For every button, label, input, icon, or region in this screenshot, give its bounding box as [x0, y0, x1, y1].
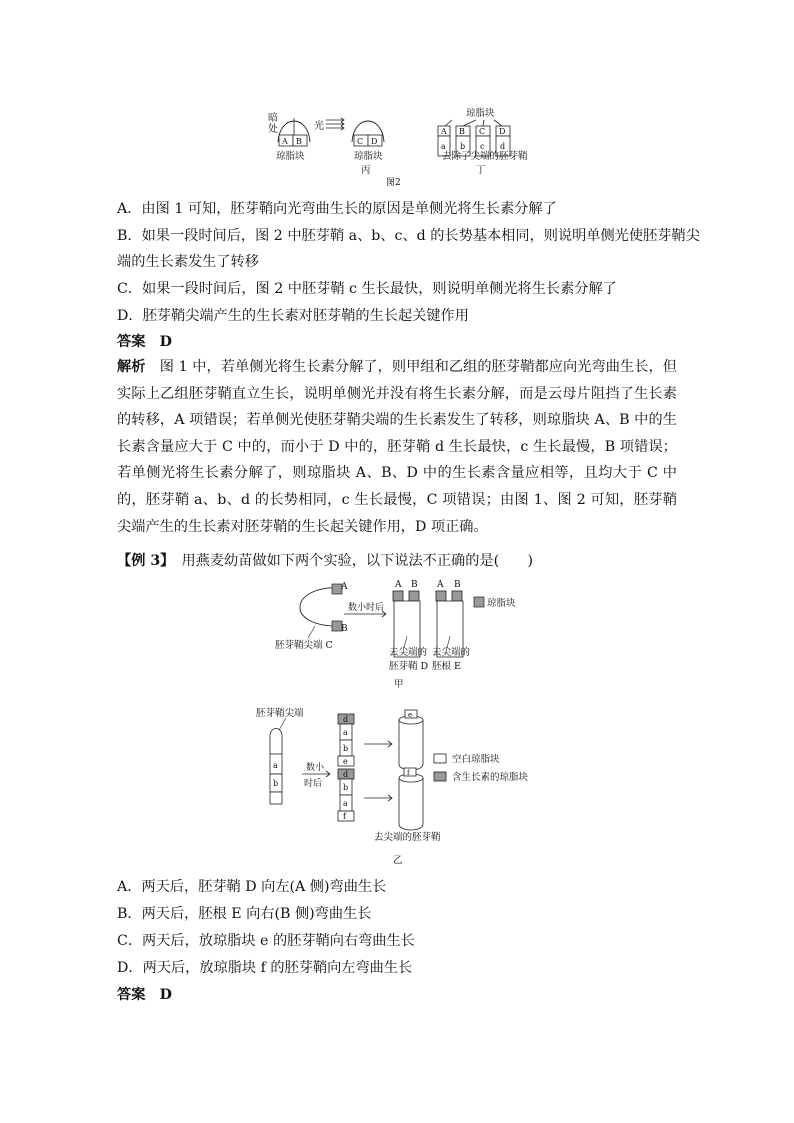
- ding-caption: 去除了尖端的胚芽鞘: [442, 151, 528, 162]
- svg-text:胚芽鞘 D: 胚芽鞘 D: [389, 661, 429, 672]
- svg-text:处: 处: [268, 124, 278, 135]
- answer-3: 答案 D: [117, 987, 172, 1003]
- svg-text:A: A: [282, 137, 288, 146]
- light-arrows: [326, 118, 344, 130]
- svg-text:去尖端的: 去尖端的: [389, 647, 428, 658]
- svg-text:b: b: [343, 783, 349, 792]
- agar-label-left: 琼脂块: [276, 151, 305, 162]
- ex3-option-a: A．两天后，胚芽鞘 D 向左(A 侧)弯曲生长: [117, 879, 387, 895]
- example-3-label: 【例 3】: [117, 553, 168, 569]
- svg-text:a: a: [343, 799, 348, 808]
- svg-text:含生长素的琼脂块: 含生长素的琼脂块: [452, 772, 529, 783]
- coleoptile-tip-dark: [278, 118, 310, 146]
- svg-text:A: A: [437, 580, 444, 590]
- label-bing: 丙: [361, 165, 371, 176]
- answer-1: 答案 D: [117, 334, 172, 350]
- analysis-text: 图 1 中，若单侧光将生长素分解了，则甲组和乙组的胚芽鞘都应向光弯曲生长，但实际上乙组胚芽鞘直立生长，说明单侧光并没有将生长素分解，而是云母片阻挡了生长素的转移，A 项错误；若单侧光使胚芽鞘尖端的生长素发生了转移，则琼脂块 A、B 中的生长素含量应大于 C 中的，而小于 D 中的，胚芽鞘 d 生长最快，c 生长最慢，B 项错误；若单侧光将生长素分解了，则琼脂块 A、B、D 中的生长素含量应相等，且均大于 C 中的，胚芽鞘 a、b、d 的长势相同，c 生长最慢，C 项错误；由图 1、图 2 可知，胚芽鞘尖端产生的生长素对胚芽鞘的生长起关键作用，D 项正确。: [117, 359, 677, 535]
- svg-text:B: B: [459, 127, 465, 136]
- svg-text:a: a: [343, 728, 348, 737]
- svg-text:数小: 数小: [306, 763, 325, 773]
- svg-text:f: f: [407, 769, 410, 777]
- option-c: C．如果一段时间后，图 2 中胚芽鞘 c 生长最快，则说明单侧光将生长素分解了: [117, 281, 617, 297]
- svg-text:d: d: [343, 715, 349, 724]
- svg-text:数小时后: 数小时后: [348, 603, 385, 613]
- analysis-paragraph: [117, 354, 677, 540]
- figure-jia-caption: 甲: [394, 679, 404, 690]
- option-d: D．胚芽鞘尖端产生的生长素对胚芽鞘的生长起关键作用: [117, 308, 469, 324]
- svg-text:d: d: [500, 142, 506, 151]
- svg-text:e: e: [408, 711, 413, 719]
- svg-text:c: c: [480, 142, 485, 151]
- coleoptile-tip-light: [352, 121, 384, 146]
- svg-text:f: f: [343, 812, 346, 821]
- option-b-continued: 端的生长素发生了转移: [117, 254, 259, 270]
- svg-text:b: b: [273, 779, 279, 788]
- coleoptile-tip-c: [300, 584, 342, 631]
- coleoptile-with-e: [399, 710, 423, 770]
- svg-text:d: d: [343, 770, 349, 779]
- ex3-option-c: C．两天后，放琼脂块 e 的胚芽鞘向右弯曲生长: [117, 933, 415, 949]
- svg-text:胚芽鞘尖端: 胚芽鞘尖端: [256, 708, 304, 719]
- figure-jia: [270, 576, 560, 691]
- svg-text:B: B: [341, 624, 348, 634]
- example-3-question: 用燕麦幼苗做如下两个实验，以下说法不正确的是( ): [181, 553, 534, 569]
- bottom-label: 去尖端的胚芽鞘: [374, 832, 441, 843]
- svg-text:C: C: [479, 127, 486, 136]
- svg-text:琼脂块: 琼脂块: [487, 598, 516, 609]
- option-a: A．由图 1 可知，胚芽鞘向光弯曲生长的原因是单侧光将生长素分解了: [117, 201, 557, 217]
- ex3-option-d: D．两天后，放琼脂块 f 的胚芽鞘向左弯曲生长: [117, 960, 413, 976]
- svg-text:去尖端的: 去尖端的: [432, 647, 471, 658]
- svg-text:D: D: [371, 137, 378, 146]
- legend-auxin-agar: [434, 771, 529, 783]
- svg-text:D: D: [499, 127, 506, 136]
- figure-yi-caption: 乙: [393, 855, 403, 866]
- svg-text:b: b: [460, 142, 466, 151]
- svg-text:时后: 时后: [304, 779, 323, 789]
- agar-legend: [474, 597, 516, 609]
- svg-text:A: A: [395, 580, 402, 590]
- svg-text:a: a: [273, 761, 278, 770]
- svg-text:空白琼脂块: 空白琼脂块: [452, 754, 500, 765]
- svg-text:b: b: [343, 744, 349, 753]
- svg-text:B: B: [411, 580, 418, 590]
- legend-blank-agar: [434, 753, 500, 765]
- agar-label-mid: 琼脂块: [354, 151, 383, 162]
- svg-text:A: A: [341, 582, 348, 592]
- svg-text:a: a: [441, 142, 446, 151]
- agar-label-right: 琼脂块: [466, 108, 495, 119]
- svg-text:C: C: [357, 137, 364, 146]
- svg-text:e: e: [343, 757, 348, 766]
- arrows-to-coleoptiles: [364, 741, 392, 801]
- svg-text:B: B: [296, 137, 302, 146]
- example-3: [117, 551, 533, 571]
- figure-2: [262, 108, 552, 188]
- svg-text:A: A: [441, 127, 447, 136]
- option-b: B．如果一段时间后，图 2 中胚芽鞘 a、b、c、d 的长势基本相同，则说明单侧光使胚芽鞘尖: [117, 228, 700, 244]
- figure-2-caption: 图2: [386, 178, 401, 188]
- ex3-option-b: B．两天后，胚根 E 向右(B 侧)弯曲生长: [117, 906, 372, 922]
- svg-text:胚根 E: 胚根 E: [432, 661, 461, 672]
- light-label: 光: [314, 121, 324, 132]
- label-ding: 丁: [476, 165, 486, 176]
- figure-yi: [256, 706, 556, 866]
- analysis-label: 解析: [117, 359, 146, 375]
- fig2-dark-label: 暗: [268, 113, 278, 124]
- tip-c-label: 胚芽鞘尖端 C: [275, 640, 333, 651]
- coleoptile-with-f: [399, 768, 423, 830]
- svg-text:B: B: [454, 580, 461, 590]
